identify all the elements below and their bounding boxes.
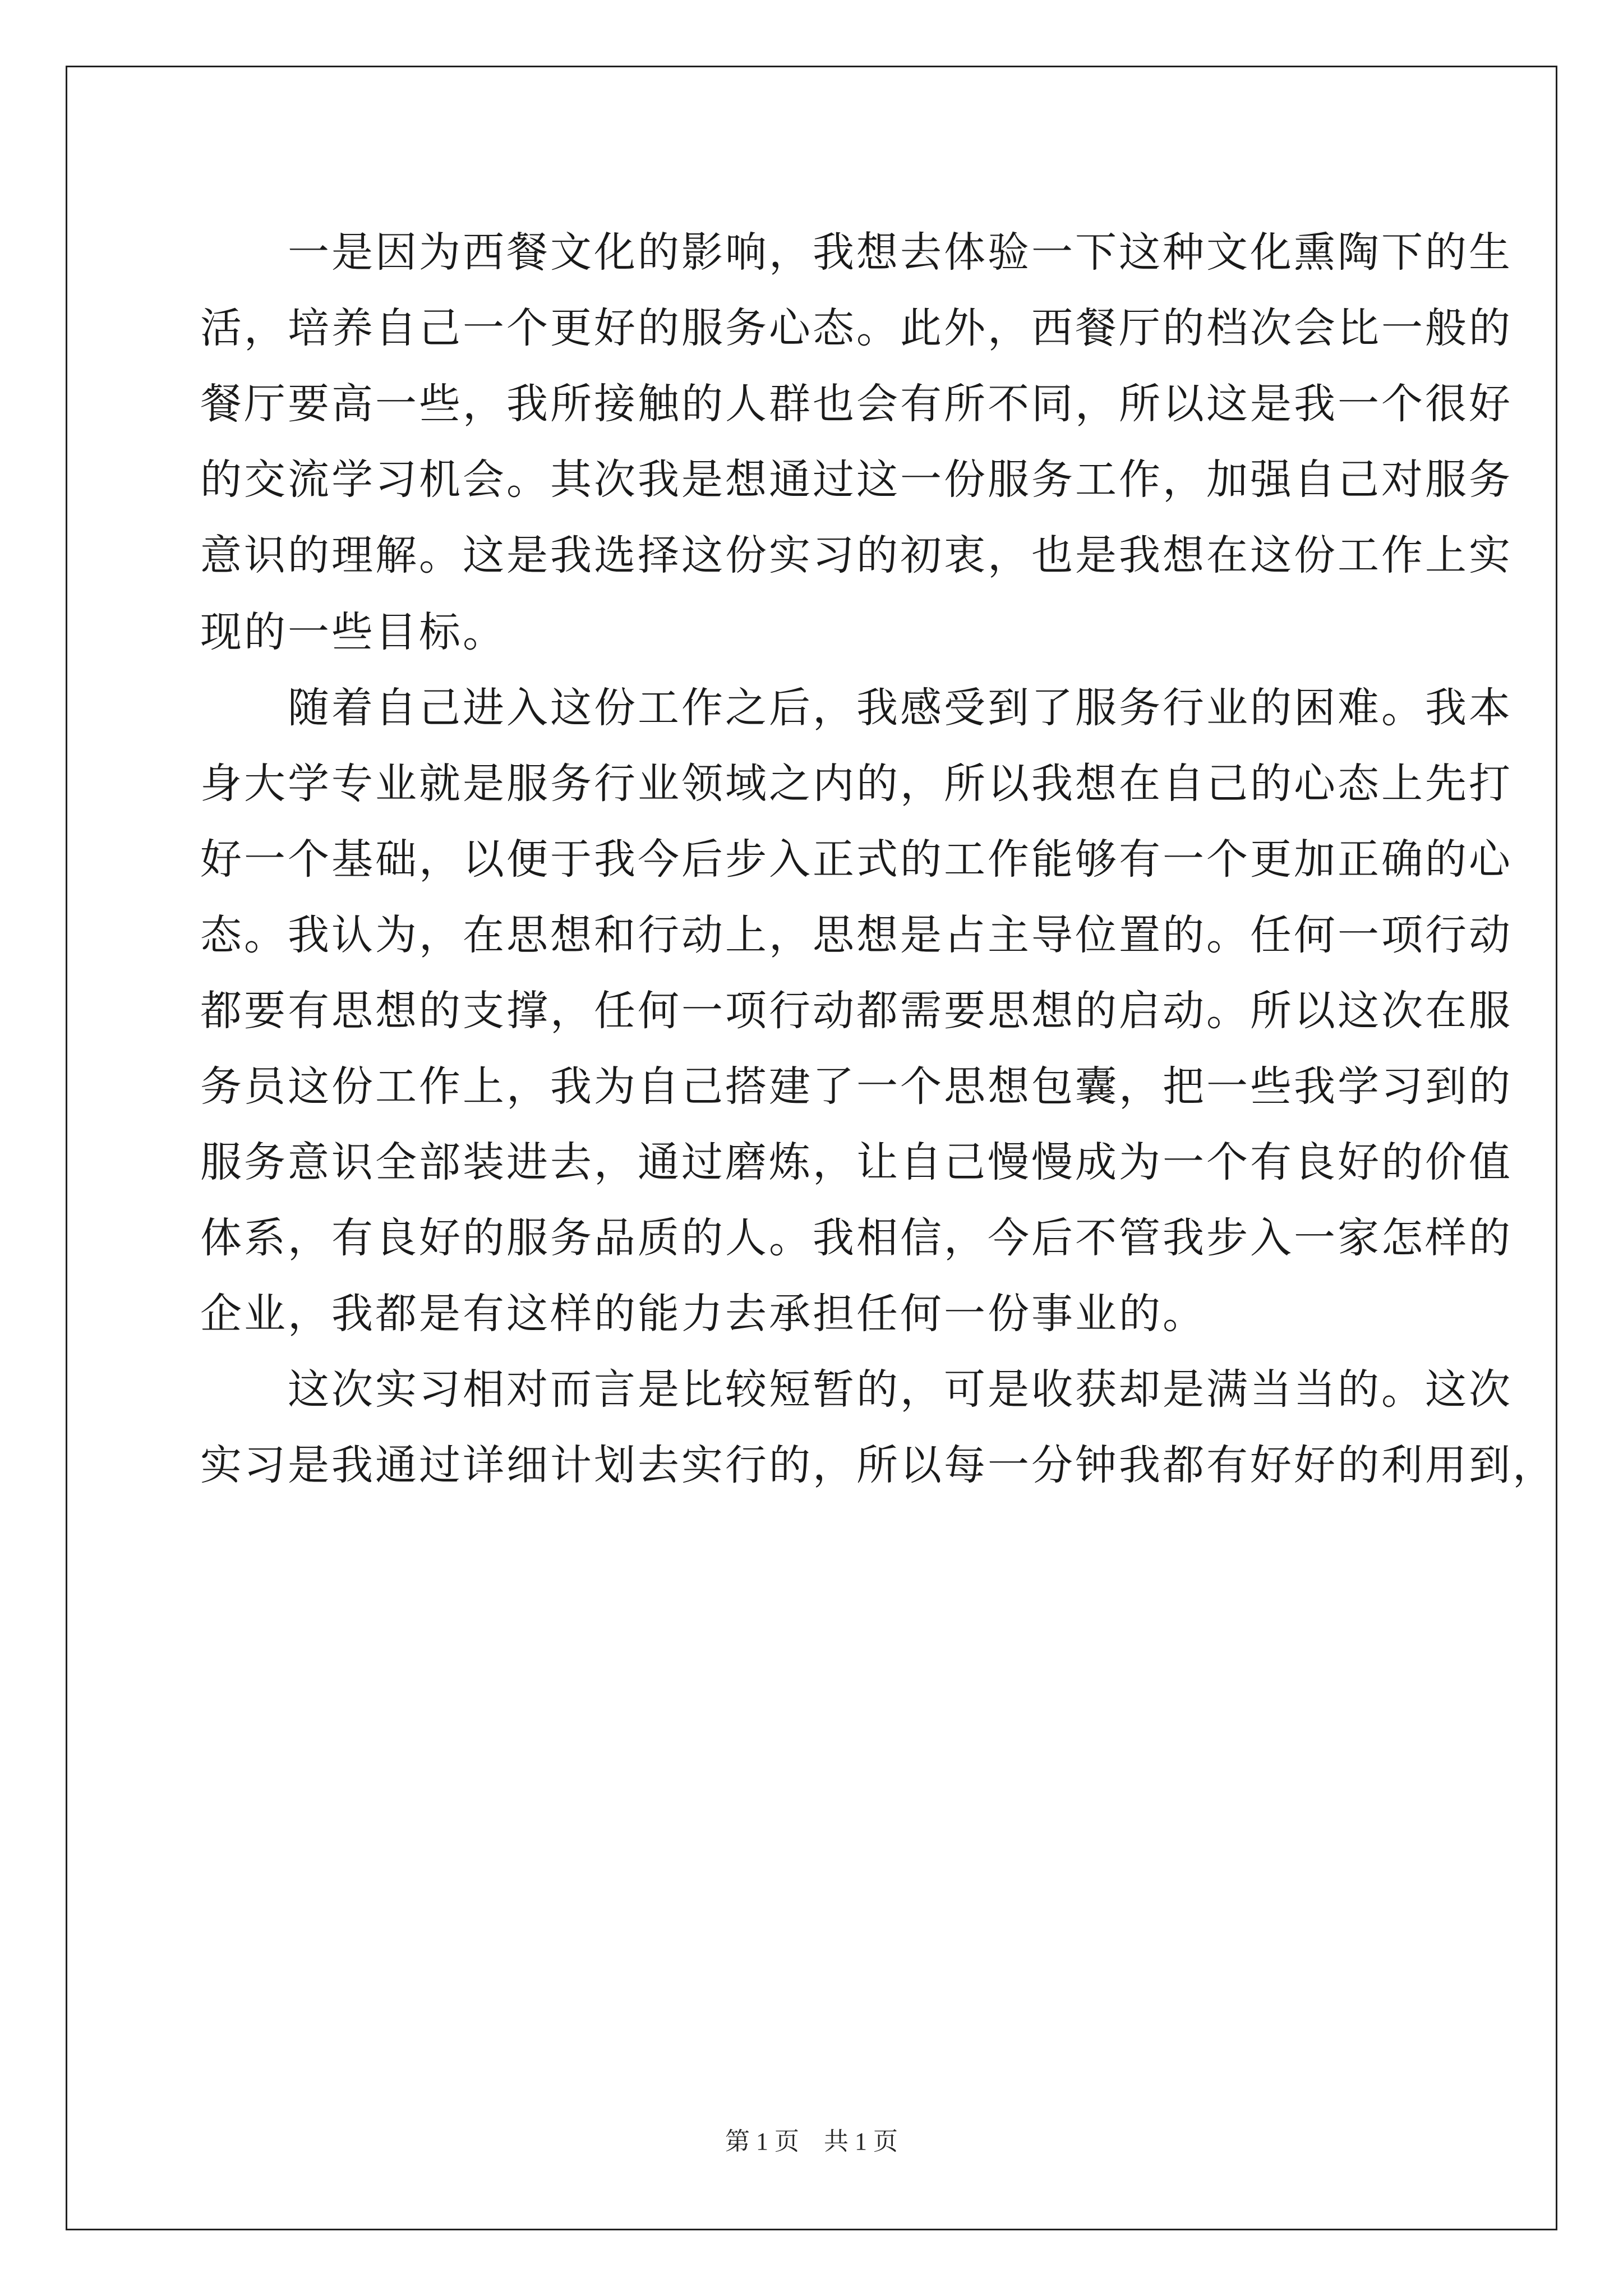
text-line: 意识的理解。这是我选择这份实习的初衷，也是我想在这份工作上实 [200, 531, 1513, 579]
text-line: 好一个基础，以便于我今后步入正式的工作能够有一个更加正确的心 [200, 835, 1513, 884]
text-line: 都要有思想的支撑，任何一项行动都需要思想的启动。所以这次在服 [200, 987, 1513, 1035]
text-line: 这次实习相对而言是比较短暂的，可是收获却是满当当的。这次 [200, 1365, 1513, 1414]
page-number: 第 1 页 [725, 2128, 799, 2155]
text-line: 活，培养自己一个更好的服务心态。此外，西餐厅的档次会比一般的 [200, 304, 1513, 352]
text-line: 现的一些目标。 [200, 608, 506, 656]
text-line: 随着自己进入这份工作之后，我感受到了服务行业的困难。我本 [200, 684, 1513, 732]
page-total: 共 1 页 [824, 2128, 898, 2155]
text-line: 实习是我通过详细计划去实行的，所以每一分钟我都有好好的利用到， [200, 1441, 1556, 1489]
text-line: 餐厅要高一些，我所接触的人群也会有所不同，所以这是我一个很好 [200, 380, 1513, 428]
text-line: 身大学专业就是服务行业领域之内的，所以我想在自己的心态上先打 [200, 760, 1513, 808]
text-line: 一是因为西餐文化的影响，我想去体验一下这种文化熏陶下的生 [200, 228, 1513, 277]
text-line: 态。我认为，在思想和行动上，思想是占主导位置的。任何一项行动 [200, 911, 1513, 959]
text-line: 务员这份工作上，我为自己搭建了一个思想包囊，把一些我学习到的 [200, 1062, 1513, 1111]
text-line: 体系，有良好的服务品质的人。我相信，今后不管我步入一家怎样的 [200, 1214, 1513, 1262]
text-line: 的交流学习机会。其次我是想通过这一份服务工作，加强自己对服务 [200, 455, 1513, 504]
text-line: 企业，我都是有这样的能力去承担任何一份事业的。 [200, 1290, 1206, 1338]
page-footer [0, 2125, 1623, 2159]
text-line: 服务意识全部装进去，通过磨炼，让自己慢慢成为一个有良好的价值 [200, 1138, 1513, 1186]
